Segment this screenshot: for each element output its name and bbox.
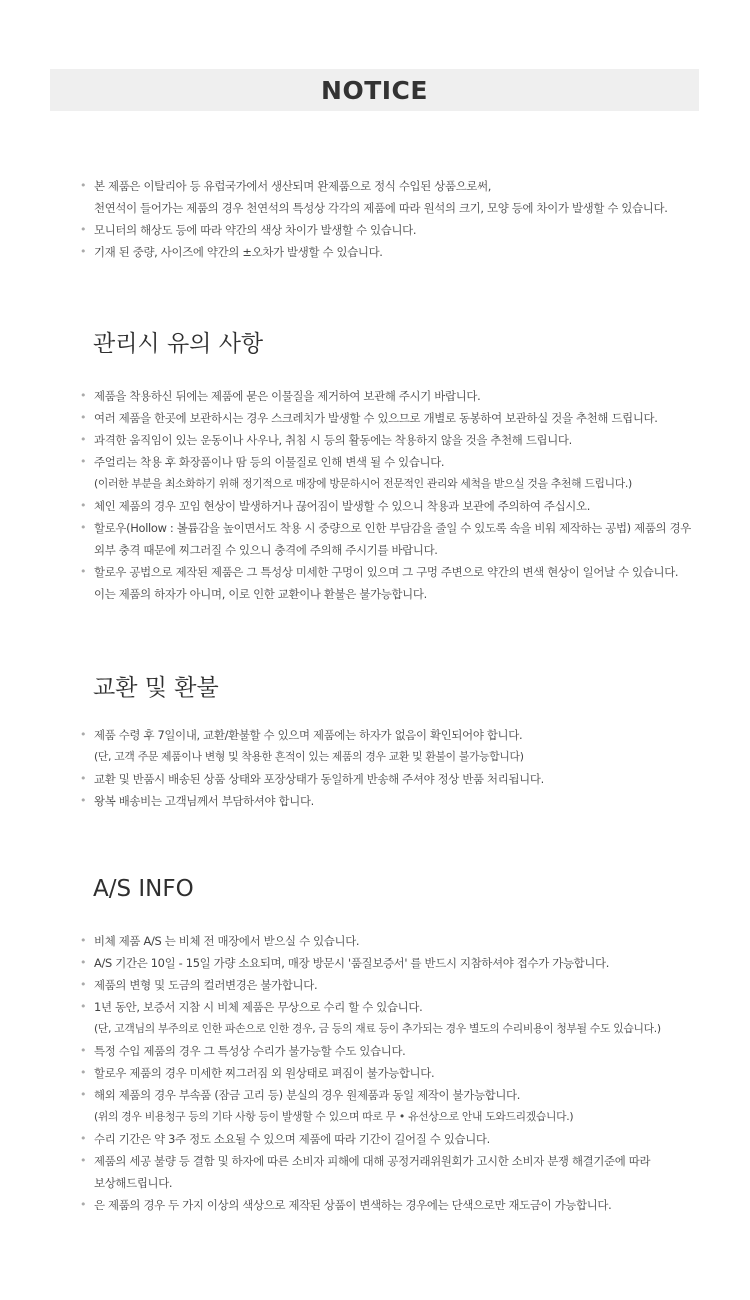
list-item [80,561,720,605]
bullet-icon: • [80,1000,87,1013]
as-info-section [80,930,720,1216]
list-item-text: 기재 된 중량, 사이즈에 약간의 ±오차가 발생할 수 있습니다. [94,245,383,259]
exchange-list [80,724,720,812]
list-item [80,974,720,996]
list-item [80,517,720,561]
bullet-icon: • [80,223,87,236]
list-item [80,1150,720,1194]
bullet-icon: • [80,1198,87,1211]
list-item-text: (단, 고객님의 부주의로 인한 파손으로 인한 경우, 금 등의 재료 등이 추가되는 경우 별도의 수리비용이 청부될 수도 있습니다.) [94,1022,661,1035]
list-item-text: 제품 수령 후 7일이내, 교환/환불할 수 있으며 제품에는 하자가 없음이 확인되어야 합니다. [94,728,523,742]
list-item [80,241,720,263]
list-item [80,175,720,219]
list-item-text: 주얼리는 착용 후 화장품이나 땀 등의 이물질로 인해 변색 될 수 있습니다. [94,455,445,469]
care-heading: 관리시 유의 사항 [93,331,264,357]
bullet-icon: • [80,728,87,741]
list-item [80,768,720,790]
bullet-icon: • [80,772,87,785]
bullet-icon: • [80,1088,87,1101]
bullet-icon: • [80,411,87,424]
bullet-icon: • [80,1132,87,1145]
bullet-icon: • [80,956,87,969]
list-item-text: A/S 기간은 10일 - 15일 가량 소요되며, 매장 방문시 '품질보증서' 를 반드시 지참하셔야 접수가 가능합니다. [94,956,610,970]
list-item-text: (단, 고객 주문 제품이나 변형 및 착용한 흔적이 있는 제품의 경우 교환 및 환불이 불가능합니다) [94,750,524,763]
list-item-text: 이는 제품의 하자가 아니며, 이로 인한 교환이나 환불은 불가능합니다. [94,587,427,601]
list-item-text: 제품의 세공 불량 등 결함 및 하자에 따른 소비자 피해에 대해 공정거래위원회가 고시한 소비자 분쟁 해결기준에 따라 [94,1154,651,1168]
list-item-text: 보상해드립니다. [94,1176,173,1190]
bullet-icon: • [80,1066,87,1079]
list-item-text: 수리 기간은 약 3주 정도 소요될 수 있으며 제품에 따라 기간이 길어질 수 있습니다. [94,1132,490,1146]
list-item [80,1128,720,1150]
list-item-text: (위의 경우 비용청구 등의 기타 사항 등이 발생할 수 있으며 따로 무 • 유선상으로 안내 도와드리겠습니다.) [94,1110,574,1123]
bullet-icon: • [80,978,87,991]
list-item-text: 제품을 착용하신 뒤에는 제품에 묻은 이물질을 제거하여 보관해 주시기 바랍니다. [94,389,481,403]
list-item [80,952,720,974]
bullet-icon: • [80,565,87,578]
list-item [80,930,720,952]
list-item [80,1040,720,1062]
bullet-icon: • [80,1044,87,1057]
list-item-text: 은 제품의 경우 두 가지 이상의 색상으로 제작된 상품이 변색하는 경우에는 단색으로만 재도금이 가능합니다. [94,1198,612,1212]
list-item-text: 체인 제품의 경우 꼬임 현상이 발생하거나 끊어짐이 발생할 수 있으니 착용과 보관에 주의하여 주십시오. [94,499,591,513]
list-item [80,385,720,407]
as-info-heading: A/S INFO [93,876,194,902]
list-item-text: 왕복 배송비는 고객님께서 부담하셔야 합니다. [94,794,314,808]
list-item-text: (이러한 부분을 최소화하기 위해 정기적으로 매장에 방문하시어 전문적인 관리와 세척을 받으실 것을 추천해 드립니다.) [94,477,632,490]
care-section [80,385,720,605]
list-item-text: 1년 동안, 보증서 지참 시 비체 제품은 무상으로 수리 할 수 있습니다. [94,1000,423,1014]
list-item [80,724,720,768]
care-list [80,385,720,605]
list-item-text: 모니터의 해상도 등에 따라 약간의 색상 차이가 발생할 수 있습니다. [94,223,417,237]
list-item [80,219,720,241]
list-item-text: 제품의 변형 및 도금의 컬러변경은 불가합니다. [94,978,318,992]
list-item [80,1084,720,1128]
as-info-list [80,930,720,1216]
exchange-heading: 교환 및 환불 [93,675,219,701]
notice-list [80,175,720,263]
list-item [80,407,720,429]
list-item-text: 할로우 공법으로 제작된 제품은 그 특성상 미세한 구멍이 있으며 그 구멍 주변으로 약간의 변색 현상이 일어날 수 있습니다. [94,565,679,579]
bullet-icon: • [80,499,87,512]
bullet-icon: • [80,521,87,534]
list-item-text: 할로우(Hollow : 볼륨감을 높이면서도 착용 시 중량으로 인한 부담감을 줄일 수 있도록 속을 비워 제작하는 공법) 제품의 경우 [94,521,691,535]
list-item-text: 특정 수입 제품의 경우 그 특성상 수리가 불가능할 수도 있습니다. [94,1044,406,1058]
notice-title: NOTICE [321,75,428,105]
bullet-icon: • [80,794,87,807]
list-item-text: 외부 충격 때문에 찌그러질 수 있으니 충격에 주의해 주시기를 바랍니다. [94,543,438,557]
bullet-icon: • [80,389,87,402]
notice-section [80,175,720,263]
notice-header [50,69,699,111]
bullet-icon: • [80,245,87,258]
bullet-icon: • [80,179,87,192]
list-item-text: 해외 제품의 경우 부속품 (잠금 고리 등) 분실의 경우 원제품과 동일 제작이 불가능합니다. [94,1088,521,1102]
list-item-text: 교환 및 반품시 배송된 상품 상태와 포장상태가 동일하게 반송해 주셔야 정상 반품 처리됩니다. [94,772,544,786]
list-item-text: 할로우 제품의 경우 미세한 찌그러짐 외 원상태로 펴짐이 불가능합니다. [94,1066,435,1080]
list-item [80,429,720,451]
list-item [80,790,720,812]
list-item-text: 천연석이 들어가는 제품의 경우 천연석의 특성상 각각의 제품에 따라 원석의 크기, 모양 등에 차이가 발생할 수 있습니다. [94,201,668,215]
list-item [80,996,720,1040]
bullet-icon: • [80,1154,87,1167]
bullet-icon: • [80,455,87,468]
list-item-text: 여러 제품을 한곳에 보관하시는 경우 스크레치가 발생할 수 있으므로 개별로 동봉하여 보관하실 것을 추천해 드립니다. [94,411,658,425]
exchange-section [80,724,720,812]
bullet-icon: • [80,934,87,947]
list-item-text: 과격한 움직임이 있는 운동이나 사우나, 취침 시 등의 활동에는 착용하지 않을 것을 추천해 드립니다. [94,433,572,447]
list-item [80,451,720,495]
list-item-text: 비체 제품 A/S 는 비체 전 매장에서 받으실 수 있습니다. [94,934,360,948]
list-item-text: 본 제품은 이탈리아 등 유럽국가에서 생산되며 완제품으로 정식 수입된 상품으로써, [94,179,492,193]
bullet-icon: • [80,433,87,446]
list-item [80,1194,720,1216]
list-item [80,495,720,517]
list-item [80,1062,720,1084]
